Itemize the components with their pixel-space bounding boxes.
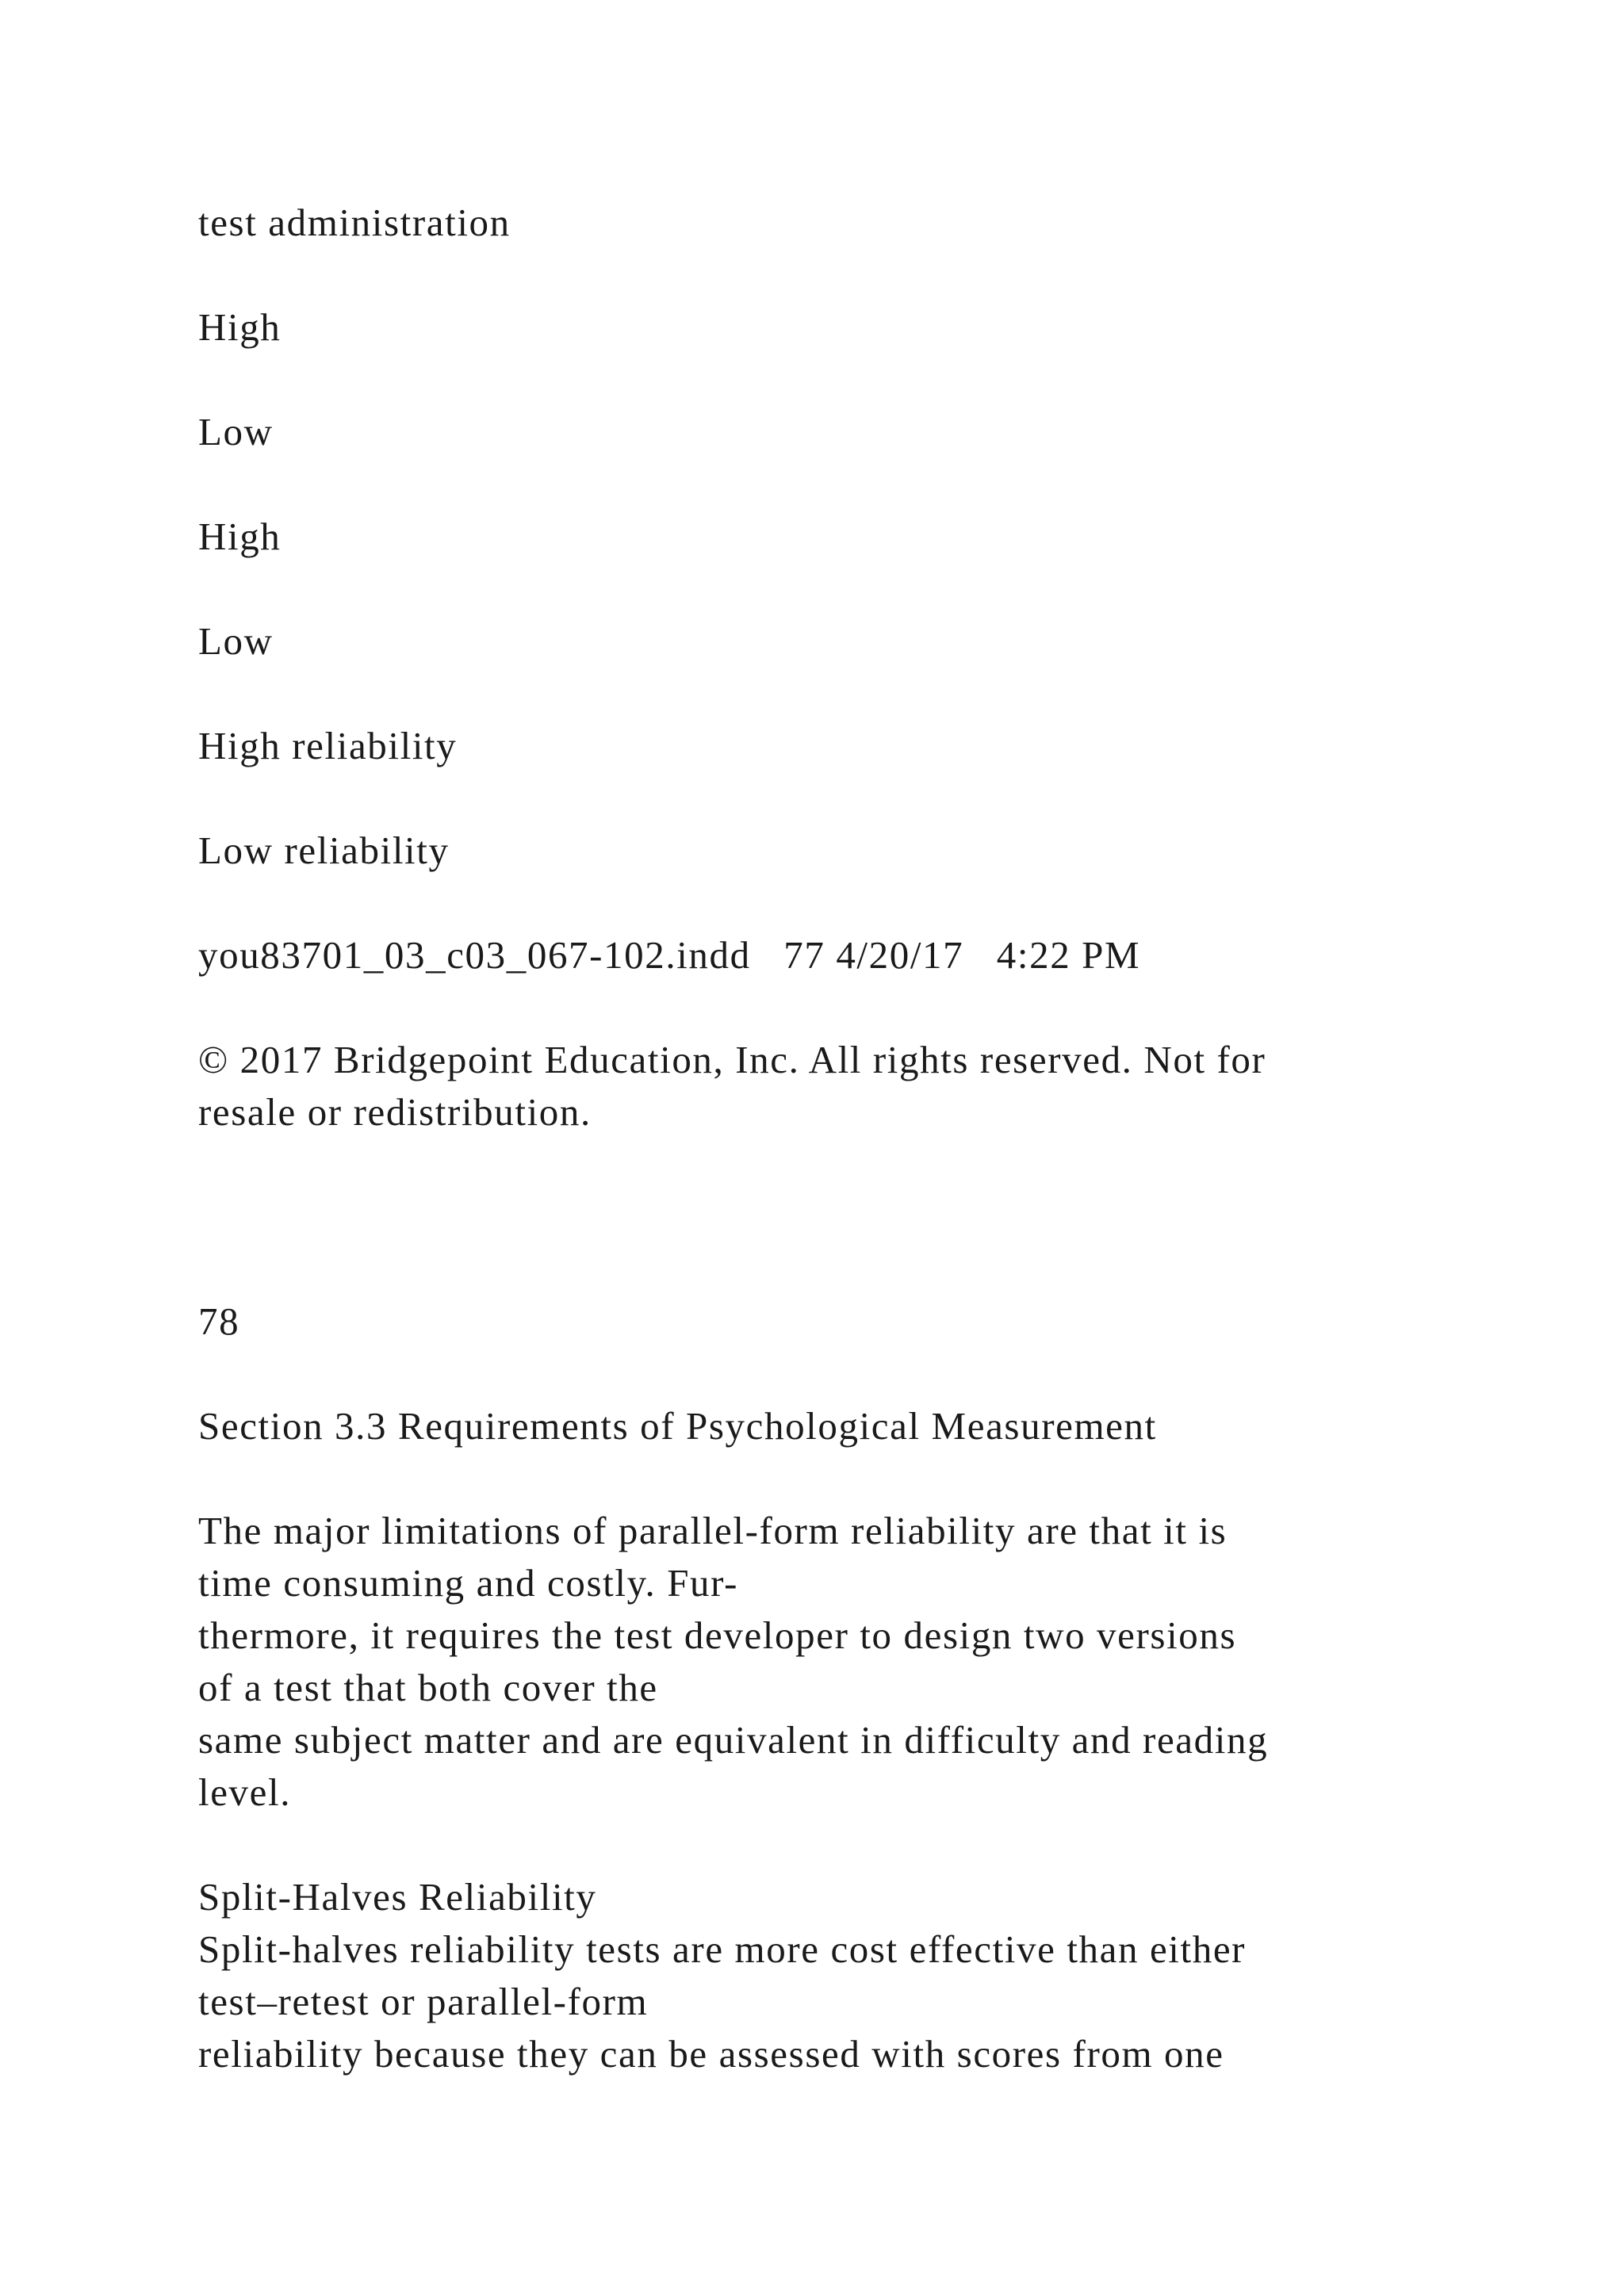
paragraph-line: same subject matter and are equivalent in difficulty and reading [198,1718,1269,1762]
copyright-notice [198,1034,1499,1138]
section-subheading: Split-Halves Reliability [198,1875,597,1919]
paragraph-line: level. [198,1770,292,1814]
paragraph-line: reliability because they can be assessed with scores from one [198,2032,1224,2076]
figure-label-low: Low [198,410,274,453]
paragraph-line: test–retest or parallel-form [198,1980,649,2023]
paragraph-line: thermore, it requires the test developer to design two versions [198,1613,1237,1657]
body-paragraph [198,1505,1499,1819]
running-head: Section 3.3 Requirements of Psychological Measurement [198,1404,1157,1448]
paragraph-line: time consuming and costly. Fur- [198,1561,739,1605]
section-block [198,1871,1499,2080]
print-slug: you83701_03_c03_067-102.indd 77 4/20/17 4:22 PM [198,933,1141,977]
figure-label-high-reliability: High reliability [198,724,458,767]
copyright-line: resale or redistribution. [198,1090,592,1134]
page-number: 78 [198,1299,240,1343]
figure-label-low-reliability: Low reliability [198,828,450,872]
figure-label-low: Low [198,619,274,663]
figure-label-high: High [198,515,282,558]
figure-label-high: High [198,305,282,349]
copyright-line: © 2017 Bridgepoint Education, Inc. All rights reserved. Not for [198,1038,1266,1081]
paragraph-line: Split-halves reliability tests are more cost effective than either [198,1927,1247,1971]
figure-label-test-administration: test administration [198,201,511,244]
paragraph-line: of a test that both cover the [198,1666,658,1709]
paragraph-line: The major limitations of parallel-form reliability are that it is [198,1509,1228,1552]
